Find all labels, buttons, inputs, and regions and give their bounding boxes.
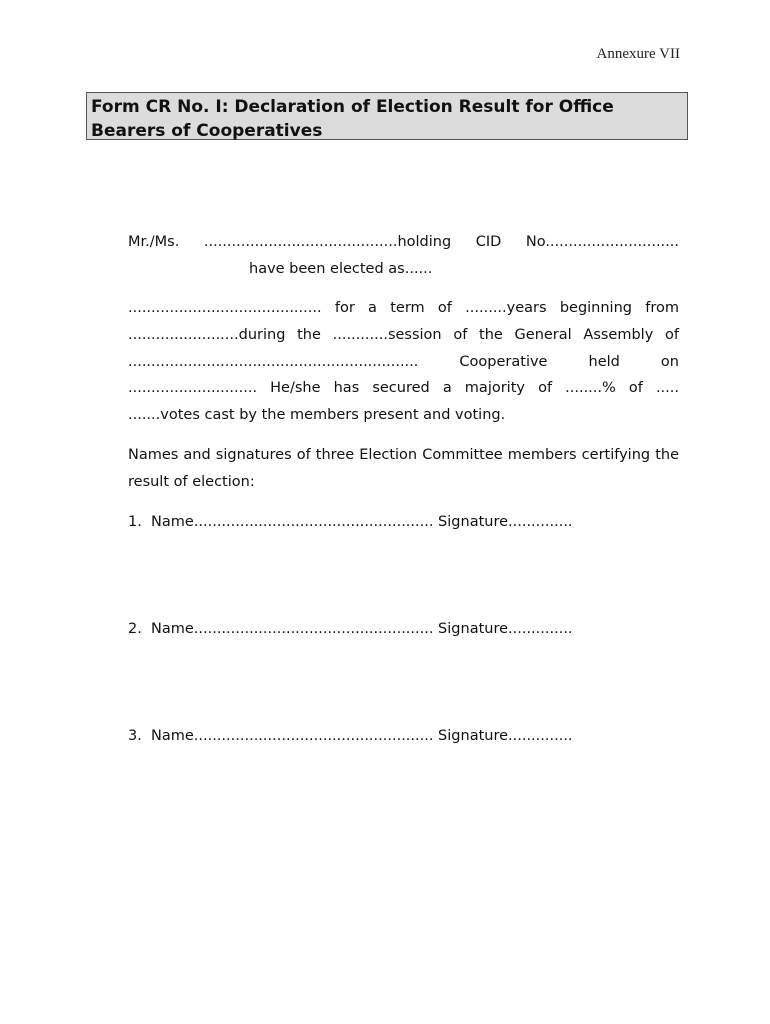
- nominee-paragraph: [128, 229, 679, 283]
- signatory-fields: Name.................................................... Signature..............: [151, 621, 573, 637]
- signatory-row-1: [128, 509, 573, 536]
- signatory-number: 1.: [128, 514, 142, 530]
- elected-as-line: have been elected as......: [249, 260, 433, 277]
- certification-paragraph: Names and signatures of three Election Committee members certifying the result of election:: [128, 447, 679, 490]
- signatory-row-3: [128, 723, 573, 750]
- term-paragraph: .......................................... for a term of .........years beginning from ........................during the ............session of the General Assembly of ............................................................... Cooperative held on ............................ He/she has secured a majority of ........% of ..... .......votes cast by the members present and voting.: [128, 300, 679, 424]
- form-title: Form CR No. I: Declaration of Election Result for Office Bearers of Cooperatives: [86, 92, 688, 140]
- annexure-label: Annexure VII: [596, 46, 680, 62]
- signatory-row-2: [128, 616, 573, 643]
- signatory-fields: Name.................................................... Signature..............: [151, 728, 573, 744]
- signatory-number: 3.: [128, 728, 142, 744]
- signatory-number: 2.: [128, 621, 142, 637]
- nominee-line: Mr./Ms. ..........................................holding CID No.............................: [128, 234, 679, 250]
- signatory-fields: Name.................................................... Signature..............: [151, 514, 573, 530]
